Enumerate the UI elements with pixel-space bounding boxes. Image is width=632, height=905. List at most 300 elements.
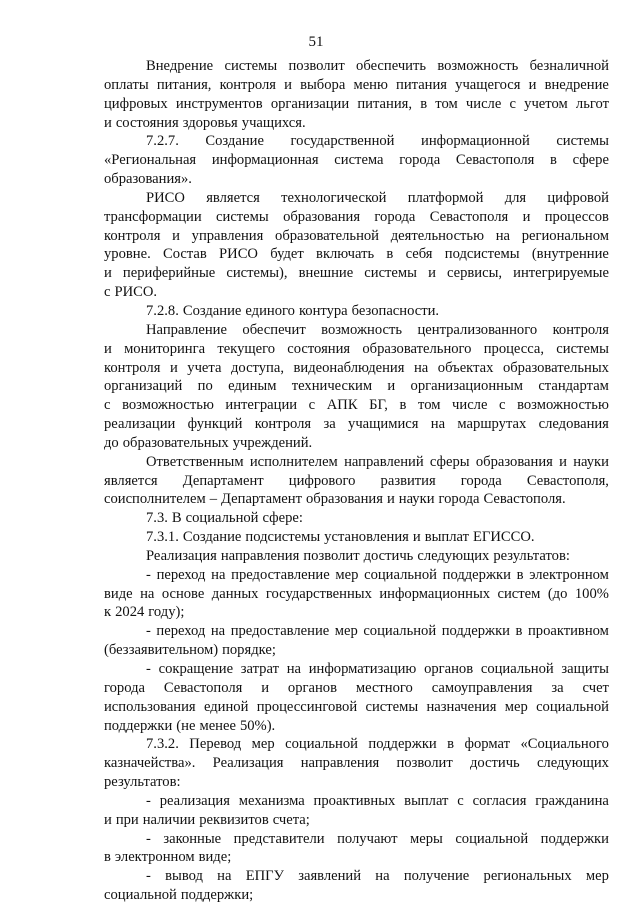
word: до <box>104 434 119 451</box>
word: следующих <box>417 547 490 564</box>
word: включать <box>316 246 375 263</box>
word: Севастополя, <box>526 472 609 489</box>
word: Перевод <box>189 736 242 753</box>
word: информационная <box>211 152 319 169</box>
word: состояния <box>115 114 179 131</box>
word: достичь <box>363 547 414 564</box>
text-line <box>104 283 609 302</box>
text-line <box>104 830 609 849</box>
word: состояния <box>287 340 351 357</box>
word: для <box>504 189 527 206</box>
word: поддержки <box>368 736 437 753</box>
text-line <box>104 660 609 679</box>
word: системы <box>365 698 419 715</box>
word: системы <box>556 340 609 357</box>
word: виде; <box>198 849 232 866</box>
word: реализация <box>159 792 230 809</box>
text-line <box>104 773 609 792</box>
word: будет <box>270 246 304 263</box>
text-line <box>104 453 609 472</box>
word: защиты <box>561 661 609 677</box>
word: с <box>457 792 464 809</box>
word: (не <box>176 717 196 734</box>
page-number: 51 <box>308 34 324 50</box>
word: 7.3. <box>146 510 168 527</box>
word: 50%). <box>239 717 276 734</box>
word: переход <box>156 623 206 640</box>
word: деятельностью <box>390 227 484 244</box>
text-line <box>104 547 609 566</box>
text-line <box>104 76 609 95</box>
word: маршрутах <box>457 416 527 433</box>
word: поддержки; <box>180 887 254 904</box>
word: на <box>375 868 390 885</box>
document-body <box>104 57 609 905</box>
word: результатов: <box>104 774 181 791</box>
word: на <box>430 416 446 433</box>
word: информационных <box>379 585 491 602</box>
text-line <box>104 603 609 622</box>
text-line <box>104 698 609 717</box>
word: внедрение <box>544 76 609 93</box>
word: сфере: <box>262 510 303 527</box>
word: региональном <box>521 227 609 244</box>
word: исполнителем <box>249 453 338 470</box>
word: обеспечит <box>242 321 306 338</box>
word: том <box>435 95 458 112</box>
word: социальной <box>104 887 177 904</box>
word: затрат <box>240 661 279 677</box>
word: мер <box>504 698 528 715</box>
word: государственных <box>265 585 372 602</box>
word: реквизитов <box>199 811 269 828</box>
word: по <box>197 378 213 395</box>
word: - <box>146 661 151 677</box>
word: образования <box>475 453 553 470</box>
word: и <box>172 227 180 244</box>
word: представители <box>233 830 325 847</box>
word: результатов: <box>493 547 570 564</box>
word: данных <box>211 585 259 602</box>
word: социальной <box>364 566 437 583</box>
word: цифрового <box>288 472 356 489</box>
word: мониторинга <box>124 340 206 357</box>
word: уровне. <box>104 246 151 263</box>
text-line <box>104 622 609 641</box>
word: в <box>515 623 523 640</box>
word: достичь <box>469 755 520 772</box>
word: при <box>115 811 139 828</box>
word: платформой <box>407 189 484 206</box>
text-line <box>104 434 609 453</box>
word: в <box>386 246 394 263</box>
word: ЕПГУ <box>245 868 284 885</box>
word: 7.3.1. <box>146 529 179 546</box>
word: интегрируемые <box>513 265 609 282</box>
word: информатизацию <box>308 661 417 677</box>
word: трансформации <box>104 208 202 225</box>
word: с <box>509 95 516 112</box>
word: направления <box>300 755 380 772</box>
text-line <box>104 792 609 811</box>
word: управления <box>191 227 264 244</box>
word: социальной <box>285 736 358 753</box>
word: поддержки <box>104 717 173 734</box>
word: Севастополя <box>455 152 535 169</box>
word: является <box>206 189 260 206</box>
word: местного <box>355 679 413 696</box>
word: образования <box>305 491 383 508</box>
word: с <box>104 284 111 301</box>
word: направлений <box>344 453 424 470</box>
word: контроля <box>552 321 609 338</box>
word: единого <box>245 302 295 319</box>
word: основе <box>161 585 205 602</box>
word: Реализация <box>146 547 217 564</box>
text-line <box>104 735 609 754</box>
text-line <box>104 114 609 133</box>
word: учреждений. <box>232 434 313 451</box>
word: позволит <box>288 58 345 74</box>
text-line <box>104 811 609 830</box>
word: себя <box>405 246 433 263</box>
word: Создание <box>182 302 242 319</box>
word: соисполнителем <box>104 491 206 508</box>
text-line <box>104 585 609 604</box>
word: и <box>284 76 292 93</box>
word: и <box>104 265 112 282</box>
word: том <box>418 397 441 414</box>
word: обеспечить <box>356 58 427 74</box>
word: «Региональная <box>104 152 197 169</box>
word: системы <box>216 208 269 225</box>
word: электронном <box>114 849 195 866</box>
word: переход <box>156 566 206 583</box>
word: мер <box>334 623 358 640</box>
word: единой <box>203 698 249 715</box>
word: науки <box>398 491 435 508</box>
text-line <box>104 227 609 246</box>
word: органов <box>424 661 474 677</box>
word: - <box>146 566 151 583</box>
word: оплаты <box>104 76 149 93</box>
word: счет <box>582 679 609 696</box>
text-line <box>104 302 609 321</box>
word: подсистемы <box>245 529 321 546</box>
word: Севастополя <box>163 679 243 696</box>
word: доступа, <box>230 359 284 376</box>
word: города <box>399 152 441 169</box>
word: РИСО. <box>114 284 158 301</box>
word: электронном <box>529 566 609 583</box>
word: направления <box>220 547 300 564</box>
word: образования». <box>104 171 192 188</box>
text-line <box>104 528 609 547</box>
word: системы <box>364 265 417 282</box>
word: питания <box>396 76 448 93</box>
word: Департамент <box>221 491 302 508</box>
word: выплат <box>404 792 449 809</box>
word: порядке; <box>222 642 276 659</box>
word: выбора <box>300 76 346 93</box>
text-line <box>104 377 609 396</box>
word: учащихся. <box>241 114 306 131</box>
word: внешние <box>298 265 354 282</box>
word: БГ, <box>369 397 388 414</box>
word: мер <box>585 868 609 885</box>
word: Создание <box>205 133 264 150</box>
word: на <box>413 359 429 376</box>
text-line <box>104 679 609 698</box>
word: поддержки <box>442 566 511 583</box>
word: предоставление <box>231 566 330 583</box>
word: и <box>522 208 531 225</box>
text-line <box>104 264 609 283</box>
word: на <box>140 585 155 602</box>
word: функций <box>187 416 243 433</box>
word: на <box>210 623 226 640</box>
word: контроля <box>104 227 161 244</box>
word: государственной <box>290 133 395 150</box>
word: Состав <box>162 246 207 263</box>
word: числе <box>452 397 488 414</box>
word: заявлений <box>298 868 362 885</box>
word: города <box>374 208 416 225</box>
word: позволит <box>396 755 453 772</box>
text-line <box>104 509 609 528</box>
word: 2024 <box>115 604 145 621</box>
word: в <box>516 566 524 583</box>
word: питания, <box>357 95 412 112</box>
word: технологической <box>281 189 387 206</box>
text-line <box>104 321 609 340</box>
word: формат <box>464 736 510 753</box>
text-line <box>104 754 609 773</box>
text-line <box>104 566 609 585</box>
word: питания, <box>156 76 212 93</box>
word: и <box>261 679 270 696</box>
text-line <box>104 490 609 509</box>
word: 100% <box>574 585 609 602</box>
word: социальной <box>455 830 529 847</box>
word: менее <box>199 717 236 734</box>
text-line <box>104 472 609 491</box>
word: социальной <box>536 698 609 715</box>
word: наличии <box>142 811 196 828</box>
word: региональных <box>483 868 572 885</box>
word: механизма <box>238 792 305 809</box>
word: РИСО <box>219 246 258 263</box>
word: Севастополя <box>429 208 509 225</box>
word: и <box>104 811 112 828</box>
word: получают <box>337 830 398 847</box>
word: гражданина <box>535 792 609 809</box>
word: в <box>420 95 428 112</box>
text-line <box>104 170 609 189</box>
word: науки <box>573 453 609 470</box>
word: системы <box>556 133 609 150</box>
word: Создание <box>182 529 242 546</box>
word: виде <box>104 585 133 602</box>
word: назначения <box>426 698 497 715</box>
word: согласия <box>472 792 527 809</box>
word: льгот <box>575 95 609 112</box>
word: ЕГИССО. <box>472 529 535 546</box>
word: РИСО <box>146 189 185 206</box>
word: интеграции <box>225 397 298 414</box>
word: мер <box>335 566 359 583</box>
word: проактивном <box>527 623 609 640</box>
word: - <box>146 830 151 847</box>
word: поддержки <box>540 830 609 847</box>
word: системы <box>224 58 278 74</box>
word: 7.2.7. <box>146 133 179 150</box>
word: города <box>438 491 480 508</box>
word: на <box>217 868 232 885</box>
word: организации <box>270 95 350 112</box>
word: в <box>447 736 455 753</box>
word: периферийные <box>122 265 216 282</box>
word: города <box>104 679 145 696</box>
word: процесса, <box>483 340 545 357</box>
word: и <box>412 529 421 546</box>
word: Севастополя. <box>483 491 566 508</box>
text-line <box>104 340 609 359</box>
word: подсистемы <box>444 246 520 263</box>
word: сервисы, <box>446 265 503 282</box>
word: мер <box>251 736 275 753</box>
word: сферы <box>429 453 470 470</box>
word: с <box>104 397 111 414</box>
word: (до <box>547 585 568 602</box>
word: является <box>104 472 158 489</box>
word: учета <box>187 359 222 376</box>
word: образования <box>283 208 361 225</box>
word: на <box>286 661 301 677</box>
text-line <box>104 415 609 434</box>
word: образовательных <box>502 359 609 376</box>
word: возможностью <box>122 397 214 414</box>
word: объектах <box>437 359 494 376</box>
word: на <box>495 227 510 244</box>
word: централизованного <box>417 321 538 338</box>
word: - <box>146 792 151 809</box>
word: АПК <box>326 397 358 414</box>
word: система <box>334 152 384 169</box>
word: контура <box>298 302 348 319</box>
word: организационным <box>410 378 524 395</box>
word: счета; <box>272 811 310 828</box>
word: – <box>209 491 218 508</box>
word: социальной <box>363 623 437 640</box>
word: реализации <box>104 416 176 433</box>
word: казначейства». <box>104 755 196 772</box>
word: Реализация <box>212 755 284 772</box>
word: процессов <box>544 208 609 225</box>
word: безналичной <box>529 58 609 74</box>
word: и <box>169 359 178 376</box>
word: Ответственным <box>146 453 244 470</box>
word: - <box>146 623 151 640</box>
word: году); <box>148 604 185 621</box>
word: организаций <box>104 378 183 395</box>
word: безопасности. <box>351 302 440 319</box>
word: позволит <box>303 547 360 564</box>
text-line <box>104 208 609 227</box>
word: стандартам <box>538 378 609 395</box>
word: информационной <box>421 133 530 150</box>
word: социальной <box>480 661 554 677</box>
word: и <box>528 76 537 93</box>
word: единым <box>228 378 277 395</box>
word: за <box>323 416 336 433</box>
word: контроля <box>104 359 161 376</box>
word: за <box>551 679 564 696</box>
word: и <box>104 114 112 131</box>
word: и <box>387 378 396 395</box>
text-line <box>104 886 609 905</box>
word: и <box>428 265 436 282</box>
word: учащимися <box>348 416 419 433</box>
word: Департамент <box>182 472 264 489</box>
text-line <box>104 151 609 170</box>
word: текущего <box>217 340 275 357</box>
word: контроля <box>219 76 277 93</box>
word: самоуправления <box>431 679 533 696</box>
word: возможностью <box>517 397 609 414</box>
word: поддержки <box>441 623 510 640</box>
word: к <box>104 604 112 621</box>
word: использования <box>104 698 196 715</box>
word: и <box>559 453 567 470</box>
word: контроля <box>254 416 312 433</box>
word: здоровья <box>182 114 238 131</box>
word: предоставление <box>230 623 330 640</box>
text-line <box>104 245 609 264</box>
word: цифровой <box>547 189 609 206</box>
word: меню <box>353 76 388 93</box>
word: в <box>549 152 557 169</box>
word: города <box>460 472 502 489</box>
word: развития <box>380 472 436 489</box>
word: - <box>146 868 151 885</box>
word: вывод <box>165 868 203 885</box>
word: (внутренние <box>531 246 609 263</box>
word: числе <box>465 95 502 112</box>
word: проактивных <box>313 792 396 809</box>
word: образовательного <box>362 340 472 357</box>
word: в <box>399 397 407 414</box>
word: системы), <box>226 265 288 282</box>
word: сфере <box>572 152 609 169</box>
word: процессинговой <box>256 698 358 715</box>
text-line <box>104 189 609 208</box>
word: органов <box>287 679 337 696</box>
word: инструментов <box>175 95 263 112</box>
text-line <box>104 641 609 660</box>
word: следования <box>538 416 609 433</box>
text-line <box>104 848 609 867</box>
word: в <box>104 849 111 866</box>
word: цифровых <box>104 95 168 112</box>
word: выплат <box>424 529 469 546</box>
text-line <box>104 57 609 76</box>
word: учетом <box>524 95 568 112</box>
word: систем <box>497 585 541 602</box>
word: образовательных <box>122 434 229 451</box>
text-line <box>104 396 609 415</box>
word: 7.3.2. <box>146 736 179 753</box>
